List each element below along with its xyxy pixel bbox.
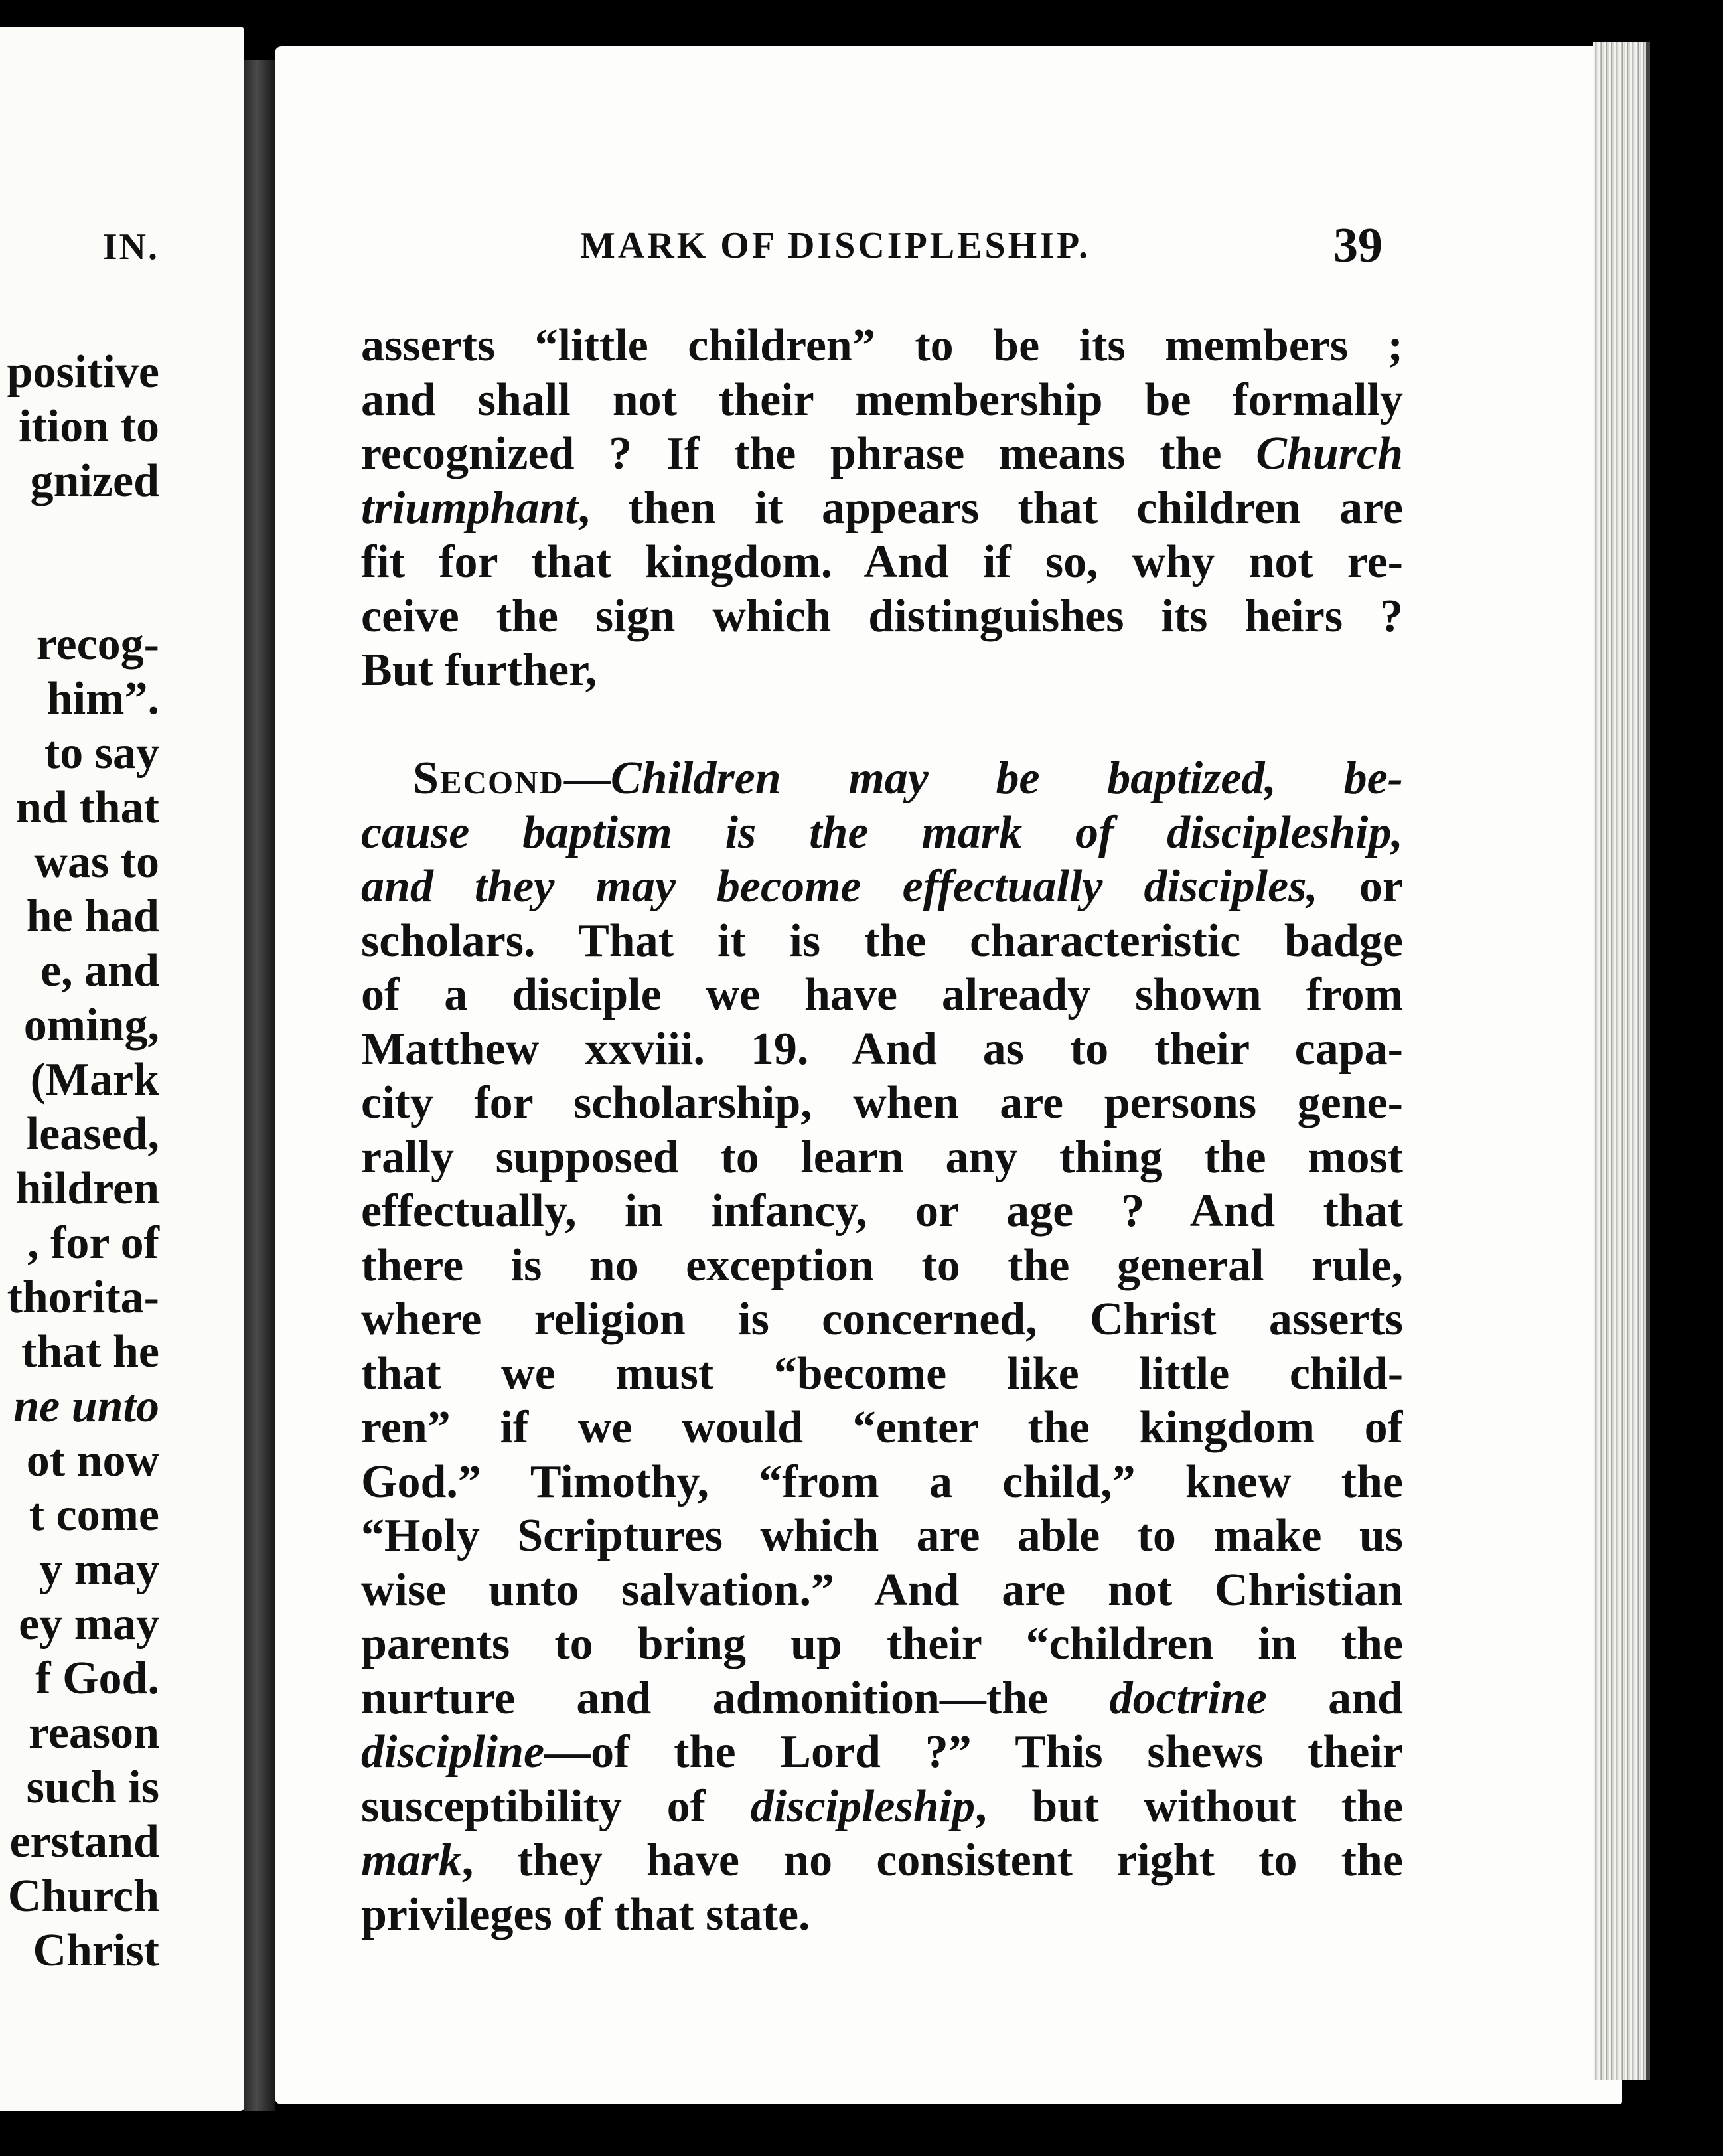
left-page-running-head: IN. <box>102 226 159 268</box>
left-page-line: ne unto <box>13 1381 159 1432</box>
page-number: 39 <box>1333 218 1383 273</box>
left-page-line <box>7 508 159 563</box>
italic-run: doctrine <box>1109 1672 1267 1724</box>
body-line: city for scholarship, when are persons gene- <box>361 1077 1403 1128</box>
italic-run: discipline <box>361 1727 545 1778</box>
left-page-line: t come <box>29 1490 159 1541</box>
body-line: rally supposed to learn any thing the most <box>361 1131 1403 1183</box>
body-line: ren” if we would “enter the kingdom of <box>361 1402 1403 1453</box>
left-page-line: ition to <box>19 401 159 452</box>
left-page-line: e, and <box>40 945 159 996</box>
body-line: Matthew xxviii. 19. And as to their capa- <box>361 1023 1403 1075</box>
body-line: of a disciple we have already shown from <box>361 969 1403 1020</box>
italic-run: Children may be baptized, be- <box>610 753 1403 804</box>
left-page-line: leased, <box>26 1109 159 1160</box>
left-page-line: him”. <box>46 673 159 724</box>
body-line: But further, <box>361 645 597 696</box>
body-line: recognized ? If the phrase means the Church <box>361 428 1403 479</box>
paragraph-gap <box>361 698 1403 752</box>
book-gutter <box>244 60 275 2111</box>
body-line: parents to bring up their “children in the <box>361 1618 1403 1669</box>
running-head <box>275 224 1396 267</box>
italic-run: triumphant <box>361 482 578 534</box>
page-body-text <box>361 319 1403 1942</box>
body-line: fit for that kingdom. And if so, why not re- <box>361 536 1403 587</box>
left-page-line: hildren <box>15 1163 159 1214</box>
left-page-line: reason <box>28 1707 159 1758</box>
body-line: wise unto salvation.” And are not Christian <box>361 1564 1403 1616</box>
body-line: where religion is concerned, Christ asserts <box>361 1294 1403 1345</box>
left-page-line: (Mark <box>30 1054 159 1105</box>
italic-run: mark <box>361 1835 462 1886</box>
body-line: effectually, in infancy, or age ? And that <box>361 1186 1403 1237</box>
body-line: asserts “little children” to be its members ; <box>361 320 1403 371</box>
body-line: discipline—of the Lord ?” This shews their <box>361 1727 1403 1778</box>
left-page-line: y may <box>39 1544 159 1595</box>
body-line: Second—Children may be baptized, be- <box>413 753 1403 804</box>
left-page-line: erstand <box>9 1816 159 1867</box>
italic-run: cause baptism is the mark of discipleship, <box>361 807 1403 858</box>
left-page-line: Church <box>7 1871 159 1922</box>
left-page-line: ey may <box>19 1598 159 1650</box>
small-caps-run: Second <box>413 753 564 804</box>
body-line: God.” Timothy, “from a child,” knew the <box>361 1456 1403 1507</box>
left-page-line: he had <box>26 891 159 942</box>
left-page-line: oming, <box>23 1000 159 1051</box>
page-edges <box>1593 42 1650 2080</box>
left-page-line <box>7 563 159 617</box>
body-line: scholars. That it is the characteristic badge <box>361 915 1403 966</box>
left-page-line: gnized <box>30 455 159 506</box>
left-page-line: was to <box>34 836 159 887</box>
italic-run: and they may become effectually disciples, <box>361 861 1318 912</box>
left-page <box>0 27 244 2111</box>
left-page-line: recog- <box>36 619 159 670</box>
italic-run: Church <box>1256 428 1403 479</box>
left-page-line: , for of <box>27 1217 159 1269</box>
body-line: mark, they have no consistent right to the <box>361 1835 1403 1886</box>
right-page <box>275 46 1622 2104</box>
body-line: privileges of that state. <box>361 1888 810 1940</box>
left-page-line: positive <box>7 346 159 398</box>
body-line: and shall not their membership be formally <box>361 374 1403 425</box>
left-page-line: such is <box>26 1762 159 1813</box>
body-line <box>361 806 1403 860</box>
italic-run: discipleship <box>750 1780 976 1832</box>
body-line: and they may become effectually disciples, or <box>361 861 1403 912</box>
left-page-line: that he <box>21 1326 159 1377</box>
running-head-title: MARK OF DISCIPLESHIP. <box>580 225 1091 266</box>
left-page-line: nd that <box>16 782 159 833</box>
body-line: that we must “become like little child- <box>361 1348 1403 1399</box>
left-page-line: thorita- <box>7 1272 159 1323</box>
body-line: “Holy Scriptures which are able to make us <box>361 1510 1403 1561</box>
body-line: susceptibility of discipleship, but without the <box>361 1780 1403 1832</box>
body-line: there is no exception to the general rule, <box>361 1239 1403 1291</box>
body-line: triumphant, then it appears that children are <box>361 482 1403 534</box>
left-page-line: to say <box>44 728 159 779</box>
left-page-line: ot now <box>26 1435 159 1486</box>
body-line: nurture and admonition—the doctrine and <box>361 1672 1403 1724</box>
body-line: ceive the sign which distinguishes its heirs ? <box>361 590 1403 642</box>
left-page-line: Christ <box>33 1925 159 1976</box>
left-page-text <box>7 345 159 1978</box>
left-page-line: f God. <box>35 1653 159 1704</box>
